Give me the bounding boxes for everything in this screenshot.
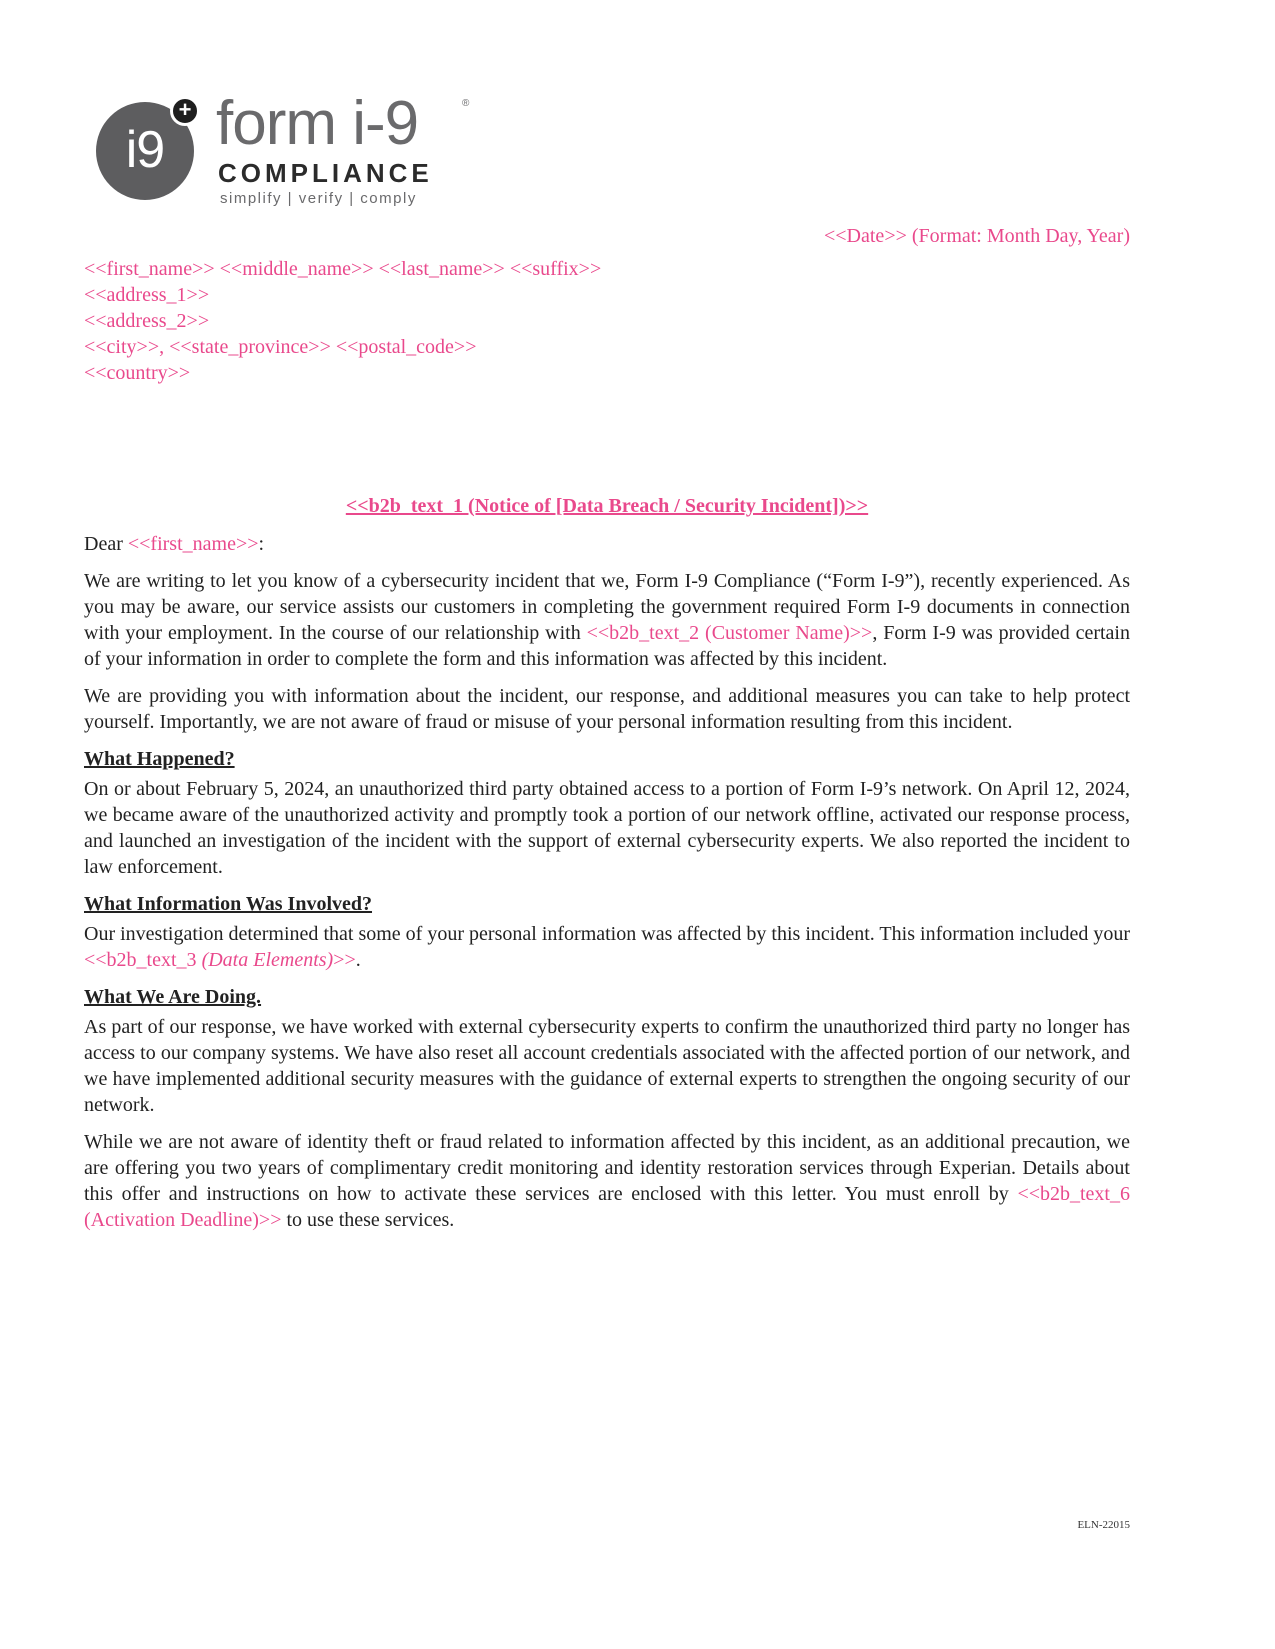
footer-code: ELN-22015	[1077, 1519, 1130, 1531]
address-line-2: <<address_2>>	[84, 310, 210, 332]
what-we-are-doing-paragraph-2	[84, 1129, 1130, 1233]
logo-plus-icon: +	[170, 96, 200, 126]
intro-text-1: We are writing to let you know of a cybersecurity incident that we, Form I-9 Compliance (“Form I-9”), recently experienced. As you may be aware, our service assists our customers in completing the government required Form I-9 documents in connection with your employment. In the course of our relationship with	[84, 570, 1130, 644]
doing-text-1: While we are not aware of identity theft or fraud related to information affected by this incident, as an additional precaution, we are offering you two years of complimentary credit monitoring and identity restoration services through Experian. Details about this offer and instructions on how to activate these services are enclosed with this letter. You must enroll by	[84, 1131, 1130, 1205]
greeting-suffix: :	[258, 533, 265, 555]
what-we-are-doing-paragraph-1: As part of our response, we have worked with external cybersecurity experts to confirm the unauthorized third party no longer has access to our company systems. We have also reset all account credentials associated with the affected portion of our network, and we have implemented additional security measures with the guidance of external experts to strengthen the ongoing security of our network.	[84, 1016, 1130, 1116]
info-text-2: .	[355, 949, 361, 971]
logo-registered-mark: ®	[462, 98, 470, 109]
letter-body	[84, 531, 1130, 1244]
address-name-line: <<first_name>> <<middle_name>> <<last_name>> <<suffix>>	[84, 258, 602, 280]
data-elements-open: <<b2b_text_3	[84, 949, 202, 971]
recipient-address	[84, 256, 601, 386]
data-elements-placeholder	[84, 949, 356, 971]
greeting-prefix: Dear	[84, 533, 128, 555]
information-involved-paragraph	[84, 921, 1130, 973]
data-elements-close: >>	[333, 949, 356, 971]
date-placeholder: <<Date>> (Format: Month Day, Year)	[824, 225, 1130, 247]
greeting-name-placeholder: <<first_name>>	[127, 533, 259, 555]
heading-information-involved: What Information Was Involved?	[84, 893, 373, 915]
letter-title: <<b2b_text_1 (Notice of [Data Breach / Security Incident])>>	[345, 495, 869, 517]
heading-what-happened: What Happened?	[84, 748, 235, 770]
logo-tagline: simplify | verify | comply	[220, 190, 417, 207]
data-elements-label: (Data Elements)	[201, 949, 334, 971]
activation-deadline-placeholder: <<b2b_text_6 (Activation Deadline)>>	[84, 1183, 1130, 1231]
doing-text-2: to use these services.	[281, 1209, 455, 1231]
info-text-1: Our investigation determined that some of your personal information was affected by this incident. This information included your	[84, 923, 1130, 945]
customer-name-placeholder: <<b2b_text_2 (Customer Name)>>	[586, 622, 873, 644]
what-happened-paragraph: On or about February 5, 2024, an unauthorized third party obtained access to a portion of Form I-9’s network. On April 12, 2024, we became aware of the unauthorized activity and promptly took a portion of our network offline, activated our response process, and launched an investigation of the incident with the support of external cybersecurity experts. We also reported the incident to law enforcement.	[84, 778, 1130, 878]
address-line-1: <<address_1>>	[84, 284, 210, 306]
greeting	[84, 531, 1130, 557]
logo-mark: i9	[125, 121, 165, 179]
address-country-line: <<country>>	[84, 362, 191, 384]
company-logo	[92, 88, 492, 218]
address-city-line: <<city>>, <<state_province>> <<postal_code>>	[84, 336, 477, 358]
intro-text-2: , Form I-9 was provided certain of your information in order to complete the form and this information was affected by this incident.	[84, 622, 1130, 670]
logo-wordmark: form i-9	[216, 89, 419, 158]
heading-what-we-are-doing: What We Are Doing.	[84, 986, 262, 1008]
logo-subtitle: COMPLIANCE	[218, 158, 433, 188]
intro-paragraph-1	[84, 568, 1130, 672]
intro-paragraph-2: We are providing you with information about the incident, our response, and additional measures you can take to help protect yourself. Importantly, we are not aware of fraud or misuse of your personal information resulting from this incident.	[84, 685, 1130, 733]
